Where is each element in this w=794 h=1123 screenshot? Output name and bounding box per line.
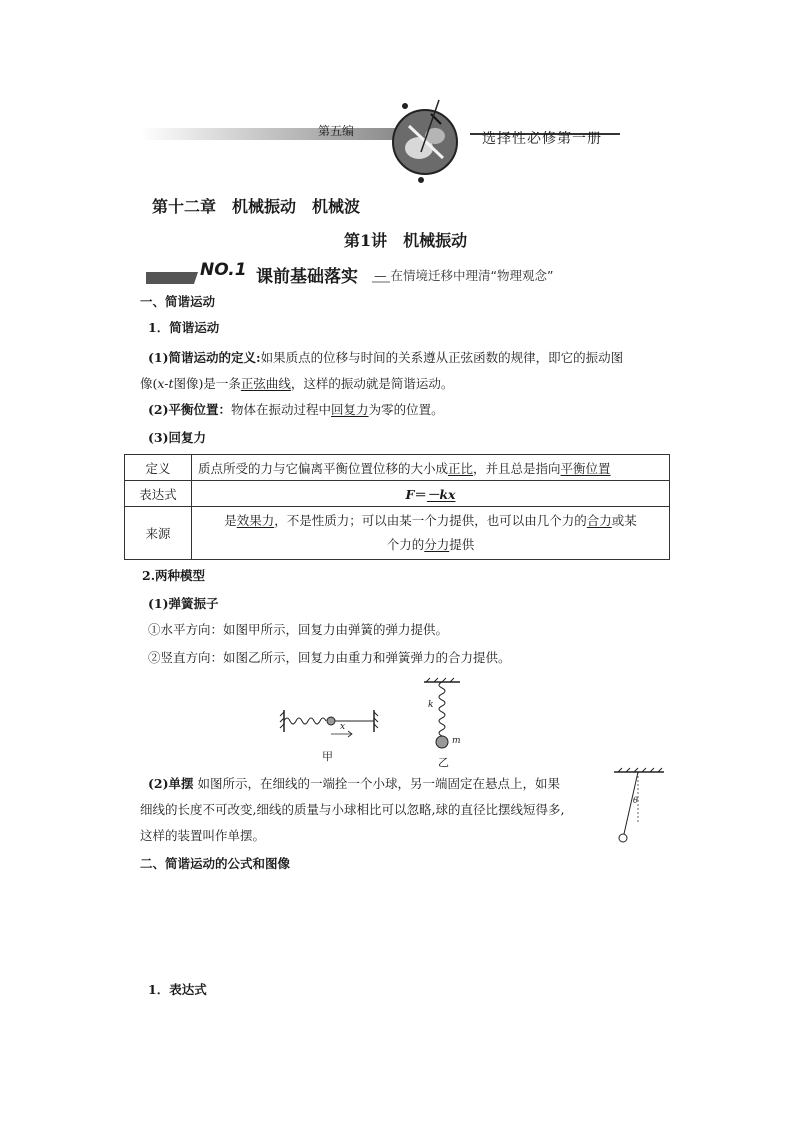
pendulum-line-3: 这样的装置叫作单摆。 [140,828,266,843]
restoring-force-heading: (3)回复力 [148,430,207,445]
formula-kx: －kx [426,486,456,502]
source-1u2: 合力 [586,513,612,528]
pendulum-label: (2)单摆 [148,776,194,791]
banner-no-label: NO.1 [200,260,247,280]
pendulum-fig-theta: θ [633,796,638,805]
pendulum-figure [612,766,666,846]
definition-cell-text-a: 质点所受的力与它偏离平衡位置位移的大小成 [198,460,449,476]
spring-oscillator-heading: (1)弹簧振子 [148,596,219,611]
part-label: 第五编 [318,124,355,138]
definition-xt: x-t [157,376,174,391]
lecture-title: 第1讲 机械振动 [344,231,468,250]
horizontal-spring-figure [278,708,382,744]
figure-caption-yi: 乙 [438,756,449,769]
source-1u1: 效果力 [236,513,275,528]
violin-emblem-icon [383,96,473,186]
horizontal-fig-x: x [340,722,346,732]
table-label-definition: 定义 [125,455,192,481]
source-line-2 [198,533,663,557]
definition-text-2d: ，这样的振动就是简谐运动。 [290,376,454,391]
table-cell-definition [192,455,670,481]
section-heading-1: 一、简谐运动 [140,294,216,309]
definition-cell-u2: 平衡位置 [560,460,611,476]
pendulum-text-1: 如图所示，在细线的一端拴一个小球，另一端固定在悬点上，如果 [197,776,561,791]
formula-underline [427,487,456,502]
table-cell-source [192,507,670,560]
book-label: 选择性必修第一册 [482,131,602,147]
source-2u: 分力 [424,537,450,552]
table-row [125,455,670,481]
figure-caption-jia: 甲 [322,750,333,763]
table-row [125,507,670,560]
two-models-heading: 2.两种模型 [142,568,206,583]
pendulum-line-1 [148,774,560,794]
source-1c: 或某 [611,513,637,528]
definition-cell-text-b: ，并且总是指向 [473,460,561,476]
equilibrium-text-b: 为零的位置。 [368,402,444,417]
table-label-expression: 表达式 [125,481,192,507]
formula-eq: ＝ [414,486,427,502]
equilibrium-underline: 回复力 [331,402,369,417]
definition-text-2a: 像( [140,376,158,391]
definition-paragraph-line2 [140,374,453,394]
section-heading-2: 二、简谐运动的公式和图像 [140,856,291,871]
source-2a: 个力的 [386,537,425,552]
subheading-simple-harmonic: 1．简谐运动 [148,320,220,335]
definition-underline-sine: 正弦曲线 [240,376,291,391]
banner-title: 课前基础落实 [256,267,358,287]
subheading-expression: 1．表达式 [148,982,207,997]
definition-paragraph [148,348,668,368]
definition-cell-u1: 正比 [448,460,474,476]
definition-text-1: 如果质点的位移与时间的关系遵从正弦函数的规律，即它的振动图 [260,350,624,365]
source-2b: 提供 [449,537,475,552]
restoring-force-table [124,454,670,560]
definition-text-2c: 图像)是一条 [173,376,241,391]
table-row [125,481,670,507]
source-1a: 是 [224,513,237,528]
banner-subtitle: — 在情境迁移中理清“物理观念” [374,268,554,283]
equilibrium-paragraph [148,400,444,420]
table-cell-expression [192,481,670,507]
equilibrium-prefix: (2)平衡位置： [148,402,232,417]
table-label-source: 来源 [125,507,192,560]
pendulum-line-2: 细线的长度不可改变,细线的质量与小球相比可以忽略,球的直径比摆线短得多, [140,802,565,817]
vertical-text: ②竖直方向：如图乙所示，回复力由重力和弹簧弹力的合力提供。 [148,650,511,665]
vertical-fig-m: m [452,736,461,746]
source-line-1 [198,509,663,533]
horizontal-text: ①水平方向：如图甲所示，回复力由弹簧的弹力提供。 [148,622,449,637]
equilibrium-text-a: 物体在振动过程中 [231,402,332,417]
chapter-title: 第十二章 机械振动 机械波 [152,197,361,216]
vertical-fig-k: k [428,700,434,710]
definition-prefix: (1)简谐运动的定义: [148,350,261,365]
source-1b: ，不是性质力；可以由某一个力提供，也可以由几个力的 [274,513,587,528]
formula-f: F [405,486,415,502]
